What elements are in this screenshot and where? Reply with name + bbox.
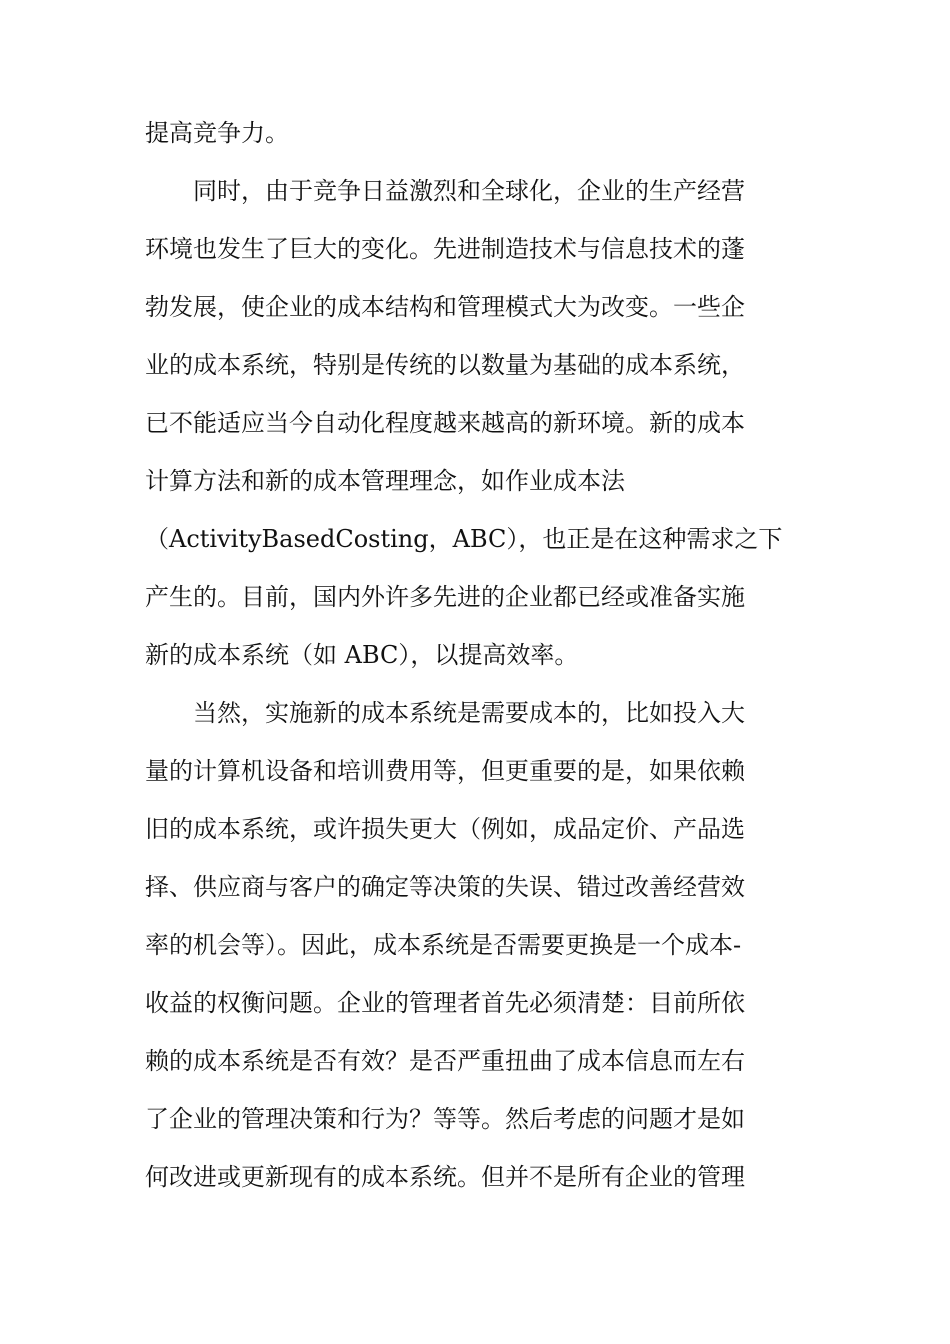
text-line: 量的计算机设备和培训费用等，但更重要的是，如果依赖 <box>145 757 745 785</box>
text-line: 计算方法和新的成本管理理念，如作业成本法 <box>145 467 625 495</box>
text-line: 勃发展，使企业的成本结构和管理模式大为改变。一些企 <box>145 293 745 321</box>
paragraph-3 <box>145 684 805 1206</box>
paragraph-2 <box>145 162 805 684</box>
text-line: 了企业的管理决策和行为？等等。然后考虑的问题才是如 <box>145 1105 745 1133</box>
text-line: 新的成本系统（如 ABC），以提高效率。 <box>145 641 579 669</box>
text-line: 当然，实施新的成本系统是需要成本的，比如投入大 <box>145 699 745 727</box>
paragraph-1 <box>145 104 805 162</box>
text-line: 已不能适应当今自动化程度越来越高的新环境。新的成本 <box>145 409 745 437</box>
text-line: 收益的权衡问题。企业的管理者首先必须清楚：目前所依 <box>145 989 745 1017</box>
text-line: 旧的成本系统，或许损失更大（例如，成品定价、产品选 <box>145 815 745 843</box>
text-line: 业的成本系统，特别是传统的以数量为基础的成本系统， <box>145 351 745 379</box>
text-line: 择、供应商与客户的确定等决策的失误、错过改善经营效 <box>145 873 745 901</box>
text-line: 产生的。目前，国内外许多先进的企业都已经或准备实施 <box>145 583 745 611</box>
text-line: 同时，由于竞争日益激烈和全球化，企业的生产经营 <box>145 177 745 205</box>
text-line: 何改进或更新现有的成本系统。但并不是所有企业的管理 <box>145 1163 745 1191</box>
text-line: 提高竞争力。 <box>145 119 289 147</box>
text-line: 环境也发生了巨大的变化。先进制造技术与信息技术的蓬 <box>145 235 745 263</box>
text-line: 率的机会等）。因此，成本系统是否需要更换是一个成本- <box>145 931 742 959</box>
text-line: （ActivityBasedCosting，ABC），也正是在这种需求之下 <box>145 525 783 553</box>
document-body <box>145 104 805 1206</box>
text-line: 赖的成本系统是否有效？是否严重扭曲了成本信息而左右 <box>145 1047 745 1075</box>
